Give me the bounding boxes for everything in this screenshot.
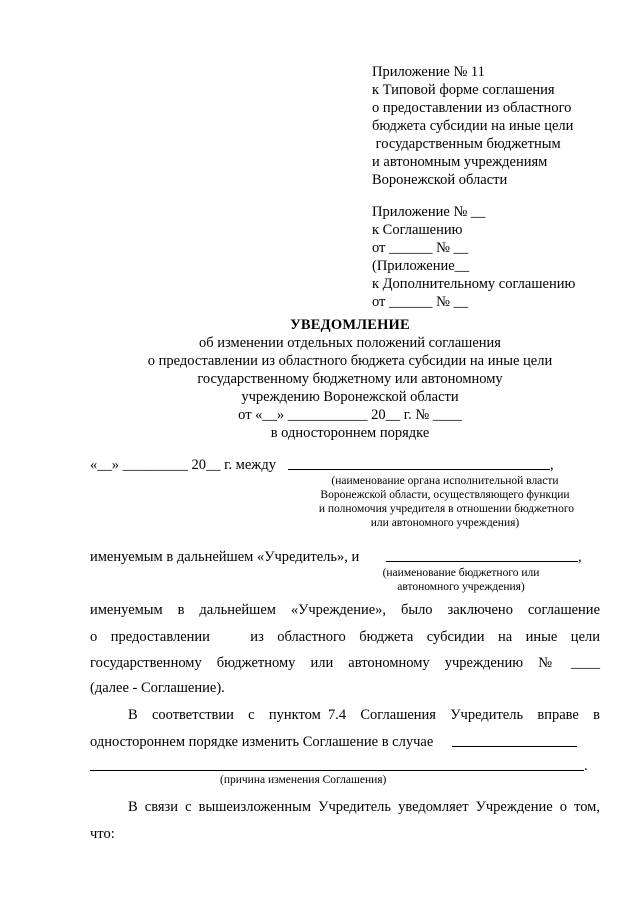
notice-subtitle-line: государственному бюджетному или автономному	[197, 371, 503, 387]
appendix-main-line: Воронежской области	[372, 172, 508, 188]
change-case-field[interactable]	[452, 746, 577, 747]
notice-subtitle-line: о предоставлении из областного бюджета субсидии на иные цели	[147, 353, 553, 369]
notice-subtitle-line: об изменении отдельных положений соглашения	[199, 335, 501, 351]
founder-hint	[280, 474, 610, 530]
appendix-agreement-line: к Дополнительному соглашению	[372, 276, 576, 292]
founder-hint-line: Воронежской области, осуществляющего функции	[320, 489, 570, 501]
change-reason-field[interactable]	[90, 770, 584, 771]
founder-hint-line: (наименование органа исполнительной власти	[331, 475, 559, 487]
reason-hint: (причина изменения Соглашения)	[220, 774, 387, 786]
institution-comma: ,	[578, 549, 582, 565]
title-block	[0, 316, 640, 442]
founder-name-field[interactable]	[288, 469, 550, 470]
founder-hint-line: и полномочия учредителя в отношении бюджетного	[315, 503, 575, 515]
notice-heading: УВЕДОМЛЕНИЕ	[290, 317, 410, 333]
body-line-last: что:	[90, 826, 115, 842]
appendix-agreement-line: Приложение № __	[372, 204, 486, 220]
body-line-last: (далее - Соглашение).	[90, 680, 225, 696]
appendix-main-line: к Типовой форме соглашения	[372, 82, 555, 98]
appendix-agreement-line: от ______ № __	[372, 240, 469, 256]
reason-period: .	[584, 758, 588, 774]
appendix-agreement-line: (Приложение__	[372, 258, 470, 274]
appendix-main-block	[372, 63, 573, 189]
institution-hint-line: автономного учреждения)	[397, 581, 525, 593]
notice-date-line: от «__» ___________ 20__ г. № ____	[238, 407, 462, 423]
founder-comma: ,	[550, 457, 554, 473]
body-line: В связи с вышеизложенным Учредитель уведомляет Учреждение о том,	[128, 799, 600, 815]
notice-mode-line: в одностороннем порядке	[270, 425, 430, 441]
appendix-agreement-line: от ______ № __	[372, 294, 469, 310]
appendix-main-line: государственным бюджетным	[372, 136, 561, 152]
founder-hint-line: или автономного учреждения)	[370, 517, 520, 529]
founder-designation-text: именуемым в дальнейшем «Учредитель», и	[90, 549, 360, 565]
institution-name-field[interactable]	[386, 561, 578, 562]
appendix-main-line: бюджета субсидии на иные цели	[372, 118, 574, 134]
body-line: именуемым в дальнейшем «Учреждение», было заключено соглашение	[90, 602, 600, 618]
body-line: В соответствии с пунктом 7.4 Соглашения Учредитель вправе в	[128, 707, 600, 723]
appendix-main-line: о предоставлении из областного	[372, 100, 572, 116]
appendix-main-line: и автономным учреждениям	[372, 154, 548, 170]
body-line: государственному бюджетному или автономному учреждению № ____	[90, 655, 600, 671]
institution-hint-line: (наименование бюджетного или	[382, 567, 540, 579]
body-line: одностороннем порядке изменить Соглашение в случае	[90, 734, 434, 750]
appendix-agreement-line: к Соглашению	[372, 222, 463, 238]
body-line: о предоставлении из областного бюджета субсидии на иные цели	[90, 629, 600, 645]
appendix-agreement-block	[372, 203, 575, 311]
institution-hint	[366, 566, 556, 594]
agreement-date-line: «__» _________ 20__ г. между	[90, 457, 276, 473]
notice-subtitle-line: учреждению Воронежской области	[241, 389, 459, 405]
appendix-main-line: Приложение № 11	[372, 64, 485, 80]
